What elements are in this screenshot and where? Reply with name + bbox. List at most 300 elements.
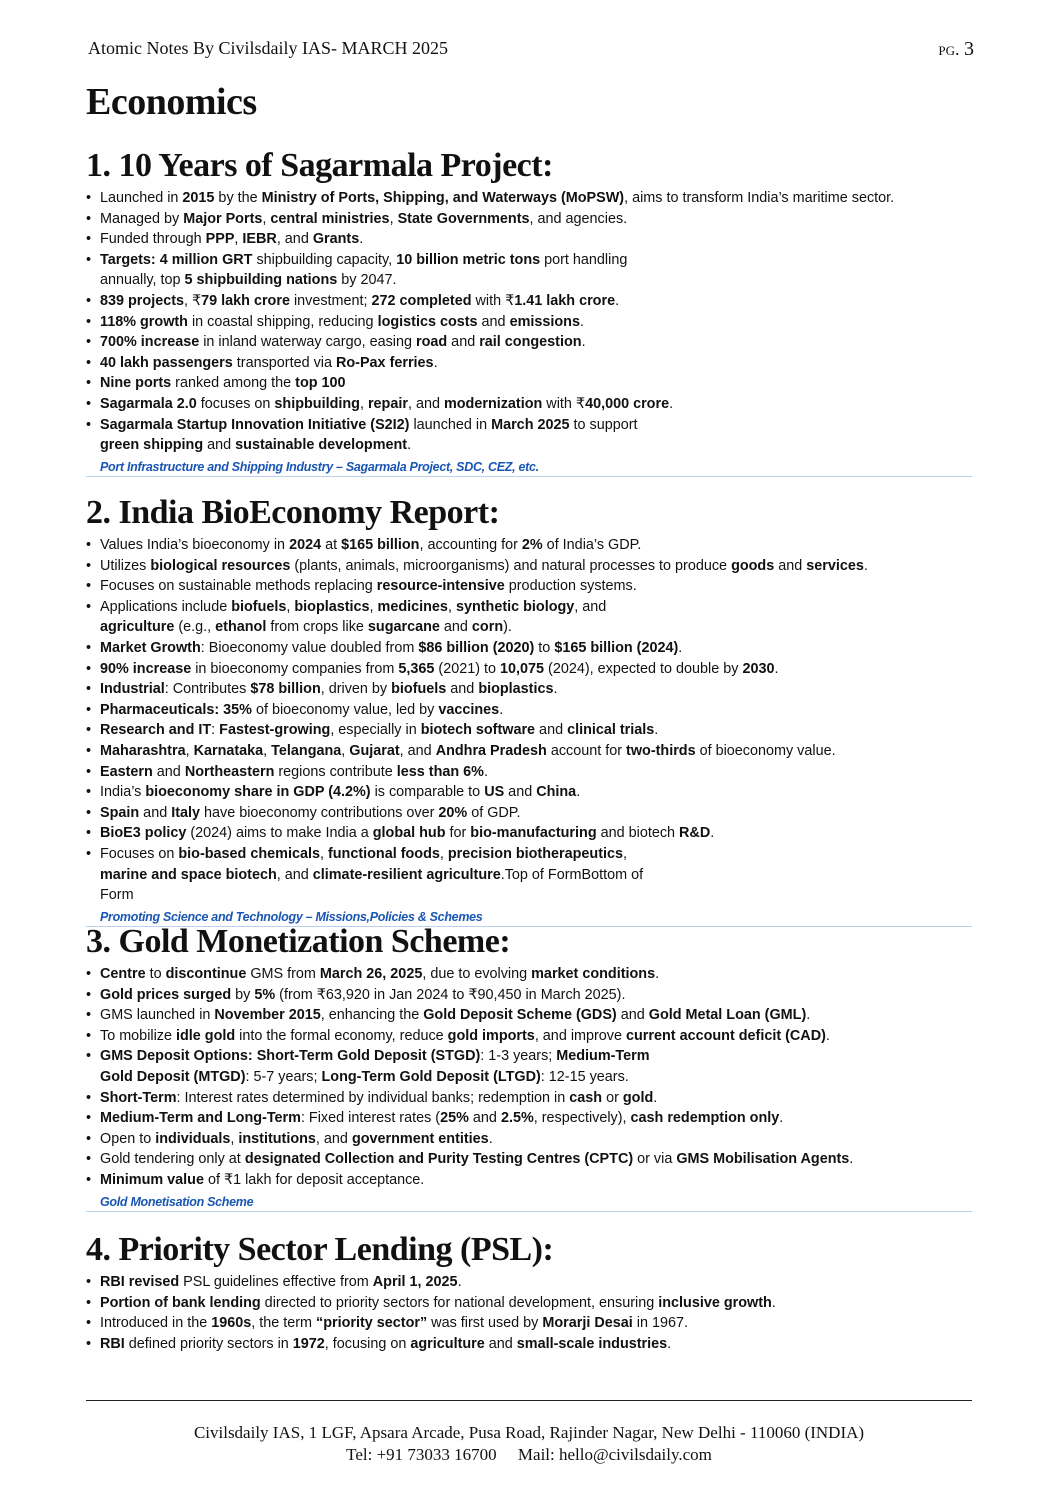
bold-text: top 100	[295, 375, 346, 392]
bold-text: Northeastern	[184, 763, 275, 780]
bold-text: rail congestion	[479, 334, 582, 351]
text-run: , and	[276, 231, 313, 248]
text-run: and	[139, 804, 172, 821]
text-run: .	[779, 1110, 784, 1127]
section-heading: 3. Gold Monetization Scheme:	[86, 923, 511, 960]
bold-text: 90% increase	[100, 660, 192, 677]
bold-text: Andhra Pradesh	[435, 742, 547, 759]
text-run: To mobilize	[100, 1027, 176, 1044]
text-run: of GDP.	[467, 804, 521, 821]
page-title: Economics	[86, 81, 257, 123]
text-run: .	[771, 1294, 776, 1311]
bullet-item	[86, 803, 972, 824]
bold-text: November 2015	[214, 1007, 321, 1024]
text-run: in bioeconomy companies from	[191, 660, 399, 677]
text-run: Focuses on	[100, 845, 179, 862]
bullet-item	[86, 1005, 972, 1026]
bold-text: Maharashtra	[100, 742, 186, 759]
text-run: in inland waterway cargo, easing	[199, 334, 416, 351]
bold-text: Market Growth	[100, 639, 201, 656]
bullet-item	[86, 1272, 972, 1293]
text-run: by the	[214, 190, 262, 206]
bold-text: 79 lakh crore	[201, 292, 290, 309]
bold-text: climate-resilient agriculture	[312, 866, 501, 883]
text-run: , and agencies.	[529, 210, 628, 227]
related-topic-link[interactable]: Port Infrastructure and Shipping Industry – Sagarmala Project, SDC, CEZ, etc.	[100, 459, 539, 474]
bullet-item	[86, 720, 972, 741]
bullet-item	[86, 1170, 972, 1191]
bold-text: $165 billion	[341, 537, 420, 553]
section-bioeconomy	[86, 493, 972, 927]
bold-text: biotech software	[420, 722, 536, 739]
page-number	[938, 38, 974, 61]
bold-text: 40 lakh passengers	[100, 354, 233, 371]
bullet-item	[86, 823, 972, 844]
bold-text: 1.41 lakh crore	[514, 292, 616, 309]
bold-text: Gold Deposit Scheme (GDS)	[423, 1007, 617, 1024]
bold-text: 2030	[742, 660, 775, 677]
text-run: Launched in	[100, 190, 183, 206]
text-run: ,	[439, 845, 448, 862]
text-run: and	[447, 334, 480, 351]
text-run: .	[774, 660, 779, 677]
footer-contact	[0, 1444, 1058, 1466]
bold-text: BioE3 policy	[100, 825, 187, 842]
text-run: .	[581, 334, 586, 351]
page-number-value: 3	[964, 38, 974, 60]
text-run: with ₹	[542, 395, 586, 412]
bold-text: goods	[731, 557, 775, 574]
bullet-item	[86, 1108, 972, 1129]
bullet-item	[86, 964, 972, 985]
bold-text: 5%	[254, 986, 276, 1003]
text-run: and	[203, 437, 236, 454]
bullet-item	[86, 394, 972, 415]
text-run: Funded through	[100, 231, 206, 248]
text-run: .	[710, 825, 715, 842]
text-run: .	[655, 966, 660, 982]
text-run: , and improve	[534, 1027, 626, 1044]
bold-text: emissions	[509, 313, 580, 330]
text-run: (2024), expected to double by	[544, 660, 743, 677]
text-run: (2024) aims to make India a	[186, 825, 373, 842]
text-run: and	[774, 557, 807, 574]
bold-text: government entities	[351, 1130, 489, 1147]
bullet-item	[86, 1293, 972, 1314]
text-run: India’s	[100, 784, 146, 801]
text-run: ,	[185, 742, 194, 759]
text-run: .	[667, 1335, 672, 1352]
text-run: : Interest rates determined by individual banks; redemption in	[176, 1089, 570, 1106]
text-run: and	[439, 619, 472, 636]
bold-text: designated Collection and Purity Testing Centres (CPTC)	[244, 1151, 634, 1168]
text-run: , and	[574, 598, 607, 615]
text-run: .	[499, 701, 504, 718]
text-run: directed to priority sectors for national development, ensuring	[260, 1294, 659, 1311]
bold-text: gold imports	[447, 1027, 535, 1044]
bold-text: Research and IT	[100, 722, 212, 739]
bold-text: green shipping	[100, 437, 204, 454]
bullet-item	[86, 1026, 972, 1047]
text-run: .	[553, 681, 558, 698]
bold-text: Portion of bank lending	[100, 1294, 261, 1311]
bullet-item	[86, 1046, 670, 1087]
bold-text: global hub	[372, 825, 446, 842]
bold-text: US	[484, 784, 505, 801]
bold-text: market conditions	[531, 966, 656, 982]
text-run: GMS from	[246, 966, 320, 982]
bullet-item	[86, 700, 972, 721]
text-run: production systems.	[504, 578, 637, 595]
text-run: : Bioeconomy value doubled from	[200, 639, 419, 656]
bold-text: Karnataka	[193, 742, 264, 759]
bullet-list	[86, 1272, 972, 1354]
bold-text: Medium-Term Gold Deposit (MTGD)	[100, 1048, 650, 1085]
section-priority-sector-lending	[86, 1230, 972, 1354]
bold-text: China	[536, 784, 577, 801]
bold-text: Telangana	[271, 742, 342, 759]
bullet-list	[86, 535, 972, 906]
bold-text: $86 billion (2020)	[418, 639, 535, 656]
text-run: at	[321, 537, 342, 553]
bold-text: clinical trials	[567, 722, 655, 739]
bold-text: Gold Metal Loan (GML)	[648, 1007, 807, 1024]
text-run: , driven by	[320, 681, 392, 698]
text-run: by 2047.	[337, 272, 397, 289]
bold-text: 1972	[292, 1335, 325, 1352]
text-run: : Contributes	[164, 681, 251, 698]
text-run: launched in	[409, 416, 492, 433]
text-run: of bioeconomy value, led by	[251, 701, 439, 718]
text-run: .	[359, 231, 364, 248]
text-run: .	[407, 437, 412, 454]
bullet-item	[86, 373, 972, 394]
text-run: .Top of FormBottom of Form	[100, 866, 644, 904]
bold-text: 40,000 crore	[585, 395, 670, 412]
text-run: ,	[230, 1130, 239, 1147]
bold-text: IEBR	[242, 231, 277, 248]
bold-text: bioplastics	[478, 681, 554, 698]
text-run: ,	[389, 210, 398, 227]
related-topic-link[interactable]: Gold Monetisation Scheme	[100, 1194, 254, 1209]
bold-text: Long-Term Gold Deposit (LTGD)	[321, 1068, 541, 1085]
bold-text: inclusive growth	[658, 1294, 772, 1311]
bullet-item	[86, 415, 670, 456]
bold-text: PPP	[205, 231, 235, 248]
text-run: to	[145, 966, 166, 982]
footer-divider	[86, 1400, 972, 1401]
bullet-item	[86, 291, 972, 312]
bold-text: agriculture	[100, 619, 175, 636]
bold-text: Pharmaceuticals: 35%	[100, 701, 252, 718]
bold-text: Targets: 4 million GRT	[100, 251, 253, 268]
bullet-item	[86, 638, 972, 659]
bold-text: 1960s	[211, 1315, 252, 1332]
text-run: , and	[407, 395, 444, 412]
text-run: .	[863, 557, 868, 574]
text-run: Values India’s bioeconomy in	[100, 537, 290, 553]
text-run: and	[616, 1007, 649, 1024]
bold-text: Gujarat	[349, 742, 400, 759]
bold-text: cash	[569, 1089, 603, 1106]
text-run: and	[446, 681, 479, 698]
text-run: was first used by	[427, 1315, 543, 1332]
bold-text: bio-based chemicals	[178, 845, 320, 862]
bold-text: $78 billion	[250, 681, 321, 698]
text-run: and	[484, 1335, 517, 1352]
text-run: and biotech	[596, 825, 680, 842]
bullet-item	[86, 332, 972, 353]
text-run: (from ₹63,920 in Jan 2024 to ₹90,450 in March 2025).	[275, 986, 626, 1003]
text-run: for	[445, 825, 471, 842]
bold-text: Ministry of Ports, Shipping, and Waterways (MoPSW)	[261, 190, 625, 206]
text-run: .	[615, 292, 620, 309]
bold-text: 25%	[440, 1110, 469, 1127]
bold-text: services	[806, 557, 864, 574]
bold-text: discontinue	[165, 966, 247, 982]
bold-text: cash redemption only	[630, 1110, 780, 1127]
bold-text: Centre	[100, 966, 146, 982]
text-run: , and	[276, 866, 313, 883]
bold-text: current account deficit (CAD)	[626, 1027, 826, 1044]
bold-text: logistics costs	[377, 313, 478, 330]
bold-text: RBI	[100, 1335, 125, 1352]
bold-text: Sagarmala Startup Innovation Initiative (S2I2)	[100, 416, 410, 433]
related-topic-link[interactable]: Promoting Science and Technology – Missions,Policies & Schemes	[100, 909, 483, 924]
text-run: , aims to transform India’s maritime sector.	[624, 190, 895, 206]
text-run: is comparable to	[370, 784, 485, 801]
bold-text: Italy	[171, 804, 200, 821]
bold-text: precision biotherapeutics	[447, 845, 624, 862]
header-title: Atomic Notes By Civilsdaily IAS- MARCH 2025	[88, 38, 449, 58]
bold-text: 839 projects	[100, 292, 184, 309]
text-run: .	[654, 722, 659, 739]
text-run: ).	[503, 619, 512, 636]
text-run: of bioeconomy value.	[695, 742, 836, 759]
text-run: , ₹	[184, 292, 202, 309]
bold-text: Major Ports	[183, 210, 263, 227]
bullet-item	[86, 250, 670, 291]
bold-text: medicines	[377, 598, 448, 615]
bold-text: shipbuilding	[274, 395, 360, 412]
bold-text: sugarcane	[367, 619, 440, 636]
bold-text: bioplastics	[294, 598, 370, 615]
bold-text: 272 completed	[371, 292, 472, 309]
page-footer	[0, 1422, 1058, 1466]
text-run: by	[231, 986, 255, 1003]
bold-text: biofuels	[391, 681, 447, 698]
text-run: and	[468, 1110, 501, 1127]
text-run: , respectively),	[533, 1110, 631, 1127]
text-run: investment;	[289, 292, 372, 309]
text-run: Applications include	[100, 598, 232, 615]
section-divider	[86, 1211, 972, 1212]
bold-text: vaccines	[438, 701, 500, 718]
text-run: in 1967.	[632, 1315, 688, 1332]
text-run: , especially in	[330, 722, 421, 739]
bold-text: sustainable development	[235, 437, 408, 454]
text-run: (e.g.,	[174, 619, 216, 636]
text-run: , accounting for	[419, 537, 522, 553]
text-run: transported via	[232, 354, 336, 371]
text-run: .	[653, 1089, 658, 1106]
bold-text: 2015	[182, 190, 215, 206]
bold-text: idle gold	[175, 1027, 236, 1044]
bold-text: 5 shipbuilding nations	[184, 272, 338, 289]
bold-text: State Governments	[397, 210, 530, 227]
bold-text: April 1, 2025	[372, 1274, 458, 1290]
bullet-item	[86, 209, 972, 230]
text-run: : 1-3 years;	[480, 1048, 557, 1065]
text-run: Focuses on sustainable methods replacing	[100, 578, 377, 595]
bold-text: Fastest-growing	[219, 722, 331, 739]
bold-text: Ro-Pax ferries	[335, 354, 434, 371]
bullet-item	[86, 1088, 972, 1109]
text-run: .	[579, 313, 584, 330]
text-run: : Fixed interest rates (	[300, 1110, 441, 1127]
bold-text: 10,075	[500, 660, 545, 677]
bold-text: bio-manufacturing	[470, 825, 597, 842]
footer-tel: Tel: +91 73033 16700	[346, 1445, 497, 1464]
text-run: ,	[623, 845, 628, 862]
bold-text: road	[416, 334, 448, 351]
page-header	[88, 38, 974, 64]
bold-text: 5,365	[398, 660, 435, 677]
bold-text: repair	[367, 395, 408, 412]
bold-text: Sagarmala 2.0	[100, 395, 197, 412]
page-prefix: pg.	[938, 39, 960, 59]
bold-text: two-thirds	[626, 742, 696, 759]
text-run: shipbuilding capacity,	[252, 251, 397, 268]
bold-text: 118% growth	[100, 313, 188, 330]
bold-text: less than 6%	[396, 763, 484, 780]
bold-text: 700% increase	[100, 334, 200, 351]
text-run: : 12-15 years.	[540, 1068, 629, 1085]
bold-text: 10 billion metric tons	[396, 251, 541, 268]
text-run: to support	[569, 416, 638, 433]
text-run: :	[211, 722, 220, 739]
text-run: in coastal shipping, reducing	[187, 313, 378, 330]
text-run: .	[806, 1007, 811, 1024]
section-heading: 2. India BioEconomy Report:	[86, 494, 500, 531]
footer-mail: Mail: hello@civilsdaily.com	[517, 1445, 712, 1464]
text-run: account for	[546, 742, 627, 759]
bullet-item	[86, 188, 972, 209]
text-run: .	[669, 395, 674, 412]
bullet-item	[86, 985, 972, 1006]
bullet-item	[86, 679, 972, 700]
bold-text: March 2025	[491, 416, 570, 433]
text-run: .	[849, 1151, 854, 1168]
bold-text: small-scale industries	[516, 1335, 668, 1352]
text-run: , due to evolving	[422, 966, 532, 982]
text-run: .	[678, 639, 683, 656]
bold-text: GMS Deposit Options: Short-Term Gold Deposit (STGD)	[100, 1048, 481, 1065]
text-run: , and	[315, 1130, 352, 1147]
bullet-item	[86, 782, 972, 803]
bullet-item	[86, 1129, 972, 1150]
text-run: ,	[369, 598, 378, 615]
bold-text: resource-intensive	[376, 578, 505, 595]
footer-address: Civilsdaily IAS, 1 LGF, Apsara Arcade, Pusa Road, Rajinder Nagar, New Delhi - 110060 (INDIA)	[193, 1423, 865, 1442]
text-run: , enhancing the	[320, 1007, 424, 1024]
bullet-item	[86, 576, 972, 597]
text-run: .	[488, 1130, 493, 1147]
text-run: defined priority sectors in	[124, 1335, 293, 1352]
bold-text: Eastern	[100, 763, 153, 780]
bold-text: 2.5%	[500, 1110, 534, 1127]
section-sagarmala	[86, 146, 972, 477]
section-heading: 4. Priority Sector Lending (PSL):	[86, 1231, 554, 1268]
text-run: , and	[399, 742, 436, 759]
bold-text: Industrial	[100, 681, 165, 698]
text-run: ,	[447, 598, 456, 615]
text-run: with ₹	[471, 292, 515, 309]
bold-text: Minimum value	[100, 1171, 204, 1188]
text-run: , focusing on	[324, 1335, 411, 1352]
bullet-item	[86, 597, 670, 638]
section-gold-monetization	[86, 922, 972, 1212]
text-run: and	[504, 784, 537, 801]
text-run: .	[457, 1274, 462, 1290]
text-run: , the term	[251, 1315, 317, 1332]
bold-text: individuals	[155, 1130, 231, 1147]
text-run: into the formal economy, reduce	[235, 1027, 448, 1044]
bold-text: Medium-Term and Long-Term	[100, 1110, 301, 1127]
text-run: of ₹1 lakh for deposit acceptance.	[203, 1171, 425, 1188]
bullet-item	[86, 762, 972, 783]
bold-text: Gold prices surged	[100, 986, 232, 1003]
bold-text: 2%	[521, 537, 543, 553]
bold-text: RBI revised	[100, 1274, 180, 1290]
bold-text: marine and space biotech	[100, 866, 277, 883]
bold-text: bioeconomy share in GDP (4.2%)	[145, 784, 371, 801]
text-run: ,	[341, 742, 350, 759]
text-run: ,	[359, 395, 368, 412]
text-run: from crops like	[266, 619, 368, 636]
bold-text: March 26, 2025	[319, 966, 423, 982]
bullet-item	[86, 1313, 972, 1334]
bold-text: $165 billion (2024)	[554, 639, 679, 656]
text-run: .	[576, 784, 581, 801]
bold-text: gold	[622, 1089, 654, 1106]
bullet-item	[86, 844, 670, 906]
text-run: Introduced in the	[100, 1315, 212, 1332]
text-run: ranked among the	[171, 375, 296, 392]
bullet-item	[86, 659, 972, 680]
text-run: focuses on	[196, 395, 275, 412]
text-run: regions contribute	[274, 763, 397, 780]
bullet-item	[86, 229, 972, 250]
text-run: Managed by	[100, 210, 184, 227]
section-divider	[86, 476, 972, 477]
bold-text: biological resources	[150, 557, 291, 574]
bold-text: institutions	[238, 1130, 316, 1147]
bold-text: synthetic biology	[455, 598, 575, 615]
bullet-list	[86, 188, 972, 456]
bold-text: Short-Term	[100, 1089, 177, 1106]
bold-text: Nine ports	[100, 375, 172, 392]
text-run: .	[483, 763, 488, 780]
text-run: or	[602, 1089, 623, 1106]
text-run: to	[534, 639, 555, 656]
text-run: port handling annually, top	[100, 251, 628, 289]
bullet-item	[86, 353, 972, 374]
text-run: .	[825, 1027, 830, 1044]
bold-text: agriculture	[410, 1335, 485, 1352]
bullet-item	[86, 535, 972, 556]
text-run: GMS launched in	[100, 1007, 215, 1024]
